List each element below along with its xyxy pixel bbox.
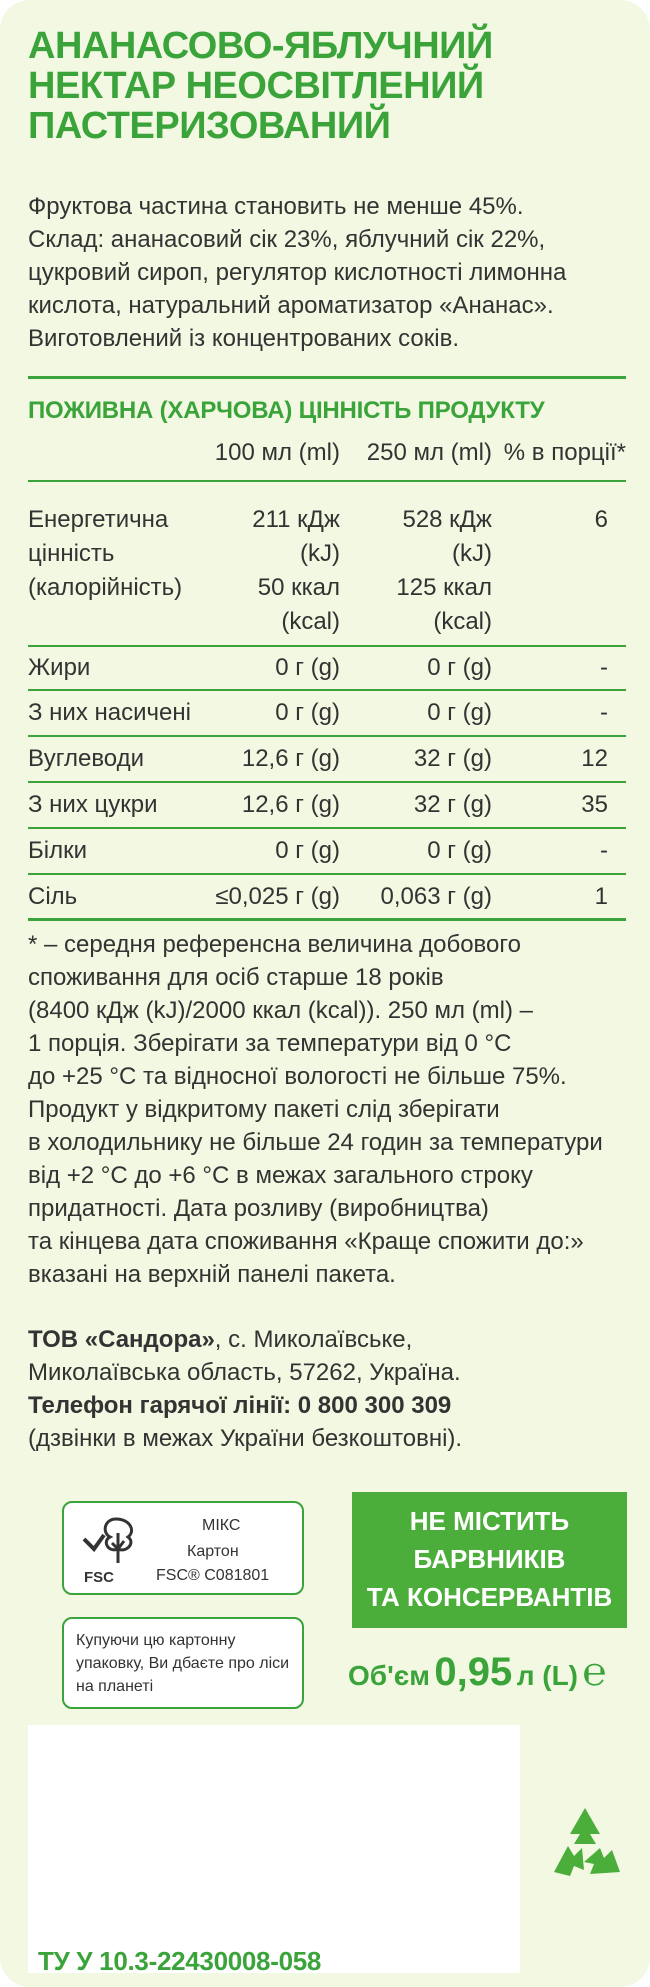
energy-label-line: (калорійність) [28,574,183,601]
blank-print-area [28,1725,520,1973]
footnote-line: в холодильнику не більше 24 годин за температури [28,1129,603,1156]
energy-label-line: Енергетична [28,506,169,533]
energy-250-line: 528 кДж [402,506,492,533]
manufacturer-info [28,1323,628,1455]
energy-250-line: (kcal) [433,608,492,635]
row-100: 0 г (g) [275,699,340,726]
row-label: Жири [28,654,91,681]
footnote-line: та кінцева дата споживання «Краще спожити до:» [28,1228,584,1255]
fsc-code [156,1567,269,1585]
divider [28,918,626,921]
intro-line: Фруктова частина становить не менше 45%. [28,193,524,220]
badge-line: НЕ МІСТИТЬ [409,1506,570,1536]
row-percent: - [600,837,608,864]
row-percent: 12 [581,745,608,772]
row-percent: 35 [581,791,608,818]
badge-line: ТА КОНСЕРВАНТІВ [366,1582,613,1612]
header-100ml: 100 мл (ml) [214,439,340,466]
row-label: З них цукри [28,791,158,818]
footnote-line: від +2 °C до +6 °C в межах загального строку [28,1162,533,1189]
eco-note: Купуючи цю картонну упаковку, Ви дбаєте про ліси на планеті [76,1632,290,1695]
fsc-code-label: FSC® [156,1567,200,1584]
footnote-line: споживання для осіб старше 18 років [28,964,444,991]
recycle-icon [540,1800,630,1890]
footnote-line: 1 порція. Зберігати за температури від 0 °C [28,1030,512,1057]
header-percent: % в порції* [503,439,626,466]
header-250ml: 250 мл (ml) [366,439,492,466]
hotline: Телефон гарячої лінії: 0 800 300 309 [28,1392,452,1419]
footnote-line: (8400 кДж (kJ)/2000 ккал (kcal)). 250 мл (ml) – [28,997,533,1024]
energy-100-line: (kcal) [281,608,340,635]
row-250: 0,063 г (g) [380,883,492,910]
energy-100-line: 211 кДж [252,506,340,533]
title-line: ПАСТЕРИЗОВАНИЙ [28,105,391,147]
footnote-line: придатності. Дата розливу (виробництва) [28,1195,489,1222]
estimated-sign-icon: ℮ [582,1650,607,1694]
row-250: 0 г (g) [427,699,492,726]
divider [28,376,626,379]
row-100: 12,6 г (g) [241,791,340,818]
title-line: АНАНАСОВО-ЯБЛУЧНИЙ [28,25,493,67]
row-label: З них насичені [28,699,191,726]
badge-line: БАРВНИКІВ [413,1544,566,1574]
intro-line: кислота, натуральний ароматизатор «Ананас». [28,292,554,319]
intro-line: Виготовлений із концентрованих соків. [28,325,459,352]
row-100: 12,6 г (g) [241,745,340,772]
hotline-note: (дзвінки в межах України безкоштовні). [28,1425,463,1452]
volume-value: 0,95 [434,1650,513,1694]
volume-label: Об'єм [348,1660,430,1691]
row-250: 32 г (g) [413,791,492,818]
eco-note-box [62,1617,304,1709]
volume-info [348,1650,628,1695]
fsc-code-number: C081801 [204,1567,270,1584]
row-percent: - [600,654,608,681]
fsc-logo-text: FSC [84,1569,114,1586]
row-250: 0 г (g) [427,837,492,864]
energy-250-line: (kJ) [452,540,492,567]
footnote-line: Продукт у відкритому пакеті слід зберігати [28,1096,500,1123]
composition-text [28,190,628,355]
fsc-mix: МІКС [202,1517,241,1534]
footnote-text [28,928,628,1291]
energy-250-line: 125 ккал [396,574,492,601]
product-title [28,26,628,146]
table-rule [28,480,626,482]
intro-line: Склад: ананасовий сік 23%, яблучний сік 22%, [28,226,546,253]
footnote-line: вказані на верхній панелі пакета. [28,1261,396,1288]
tech-spec-code: ТУ У 10.3-22430008-058 [38,1946,322,1976]
title-line: НЕКТАР НЕОСВІТЛЕНИЙ [28,65,484,107]
company-name: ТОВ «Сандора» [28,1326,215,1353]
row-100: 0 г (g) [275,837,340,864]
energy-100-line: 50 ккал [257,574,340,601]
row-percent: - [600,699,608,726]
energy-percent: 6 [594,506,608,533]
row-percent: 1 [594,883,608,910]
company-address: , с. Миколаївське, [214,1326,413,1353]
company-region: Миколаївська область, 57262, Україна. [28,1359,461,1386]
fsc-label [62,1501,304,1595]
footnote-line: * – середня референсна величина добового [28,931,521,958]
nutrition-title: ПОЖИВНА (ХАРЧОВА) ЦІННІСТЬ ПРОДУКТУ [28,397,545,424]
no-additives-badge [352,1492,627,1628]
row-100: 0 г (g) [275,654,340,681]
row-label: Сіль [28,883,78,910]
energy-100-line: (kJ) [300,540,340,567]
row-label: Вуглеводи [28,745,145,772]
row-100: ≤0,025 г (g) [215,883,340,910]
footnote-line: до +25 °C та відносної вологості не більше 75%. [28,1063,567,1090]
tree-check-icon [80,1513,142,1565]
row-label: Білки [28,837,87,864]
intro-line: цукровий сироп, регулятор кислотності лимонна [28,259,567,286]
energy-label-line: цінність [28,540,115,567]
fsc-material: Картон [187,1543,239,1560]
row-250: 32 г (g) [413,745,492,772]
volume-unit: л (L) [516,1660,579,1691]
row-250: 0 г (g) [427,654,492,681]
